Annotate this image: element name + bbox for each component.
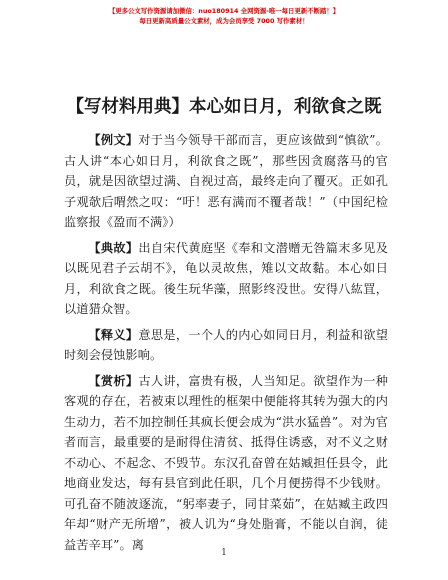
paragraph-tag: 【赏析】 bbox=[88, 373, 139, 388]
document-title: 【写材料用典】本心如日月，利欲食之既 bbox=[66, 97, 382, 117]
paragraph-text: 出自宋代黄庭坚《奉和文潜赠无咎篇末多见及以既见君子云胡不》，龟以灵故焦，雉以文故黏。本心如日月，利欲食之既。後生玩华藻，照影终没世。安得八紘罝，以道猎众智。 bbox=[64, 240, 388, 316]
paragraph-text: 古人讲，富贵有极，人当知足。欲望作为一种客观的存在，若被束以理性的框架中便能将其转为强大的内生动力，若不加控制任其疯长便会成为“洪水猛兽”。对为官者而言，最重要的是耐得住清贫、抵得住诱惑，对不义之财不动心、不起念、不毁节。东汉孔奋曾在姑臧担任县令，此地商业发达，每有县官到此任职，几个月便捞得不少钱财。可孔奋不随波逐流，“躬率妻子，同甘菜茹”，在姑臧主政四年却“财产无所增”，被人讥为“身处脂膏，不能以自润，徒益苦辛耳”。离 bbox=[64, 373, 388, 552]
paragraph-meaning bbox=[64, 325, 388, 366]
page-number: 1 bbox=[221, 548, 227, 558]
document-body bbox=[64, 130, 388, 560]
paragraph-tag: 【例文】 bbox=[88, 133, 139, 147]
banner-promo-line: 【更多公文写作资源请加微信：nuo180914 全网资源-唯一每日更新不断踏！】 bbox=[108, 7, 340, 15]
paragraph-allusion bbox=[64, 238, 388, 320]
paragraph-tag: 【典故】 bbox=[88, 240, 139, 255]
paragraph-tag: 【释义】 bbox=[88, 327, 139, 342]
banner-member-line: 每日更新高质量公文素材，成为会员享受 7000 写作素材！ bbox=[139, 17, 309, 25]
paragraph-text: 对于当今领导干部而言，更应该做到“慎欲”。古人讲“本心如日月，利欲食之既”，那些因贪腐落马的官员，就是因欲望过满、自视过高，最终走向了覆灭。正如孔子观欹后喟然之叹：“吁！恶有满而不覆者哉！”（中国纪检监察报《盈而不满》） bbox=[64, 133, 388, 229]
paragraph-appreciation bbox=[64, 371, 388, 556]
paragraph-example bbox=[64, 130, 388, 233]
header-banner bbox=[0, 6, 448, 26]
paragraph-text: 意思是，一个人的内心如同日月，利益和欲望时刻会侵蚀影响。 bbox=[64, 327, 388, 362]
